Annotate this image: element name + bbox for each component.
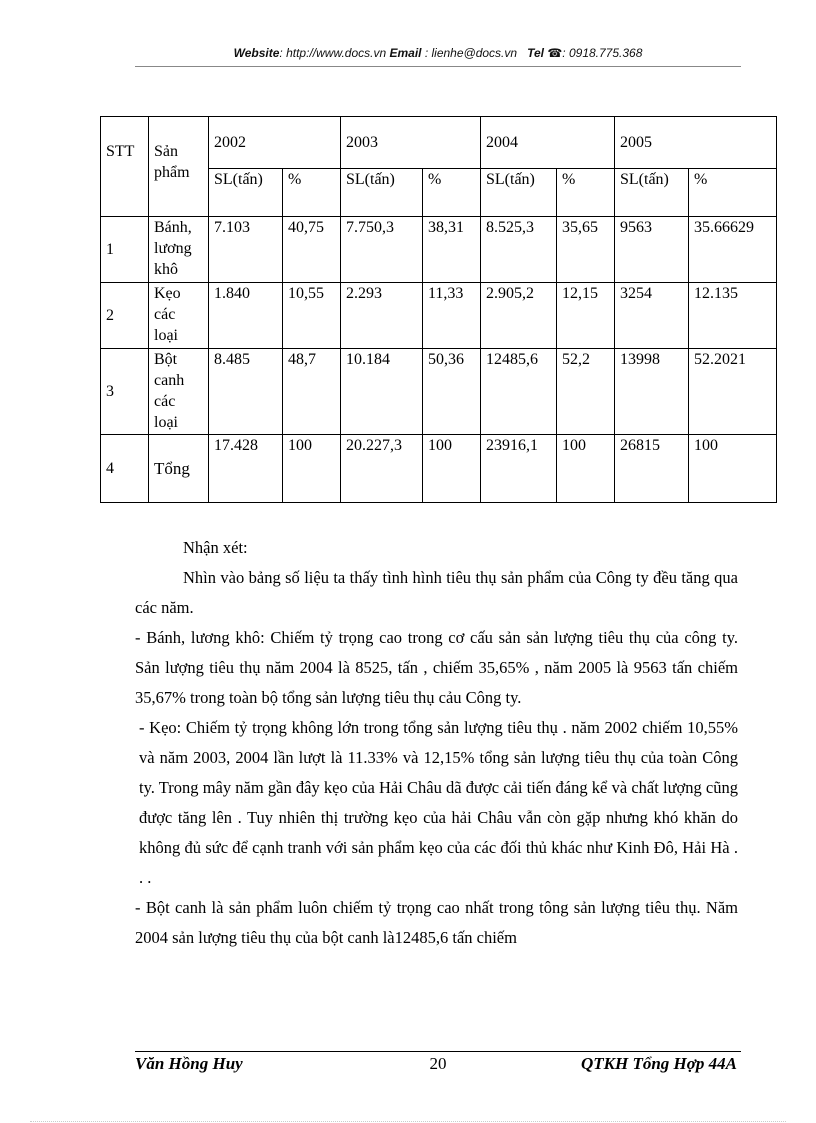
cell: 7.103 <box>209 217 283 283</box>
email-label: Email <box>389 46 422 60</box>
cell: 100 <box>423 435 481 503</box>
header-year-2003: 2003 <box>341 117 481 169</box>
cell: 12,15 <box>557 283 615 349</box>
row-product: Tổng <box>149 435 209 503</box>
sales-table <box>100 116 777 503</box>
paragraph-2: - Bánh, lương khô: Chiếm tỷ trọng cao trong cơ cấu sản sản lượng tiêu thụ của công ty. Sản lượng tiêu thụ năm 2004 là 8525, tấn , chiếm 35,65% , năm 2005 là 9563 tấn chiếm 35,67% trong toàn bộ tổng sản lượng tiêu thụ cảu Công ty. <box>135 628 738 707</box>
page-footer <box>135 1054 741 1078</box>
table-header-row <box>101 117 777 169</box>
cell: 100 <box>557 435 615 503</box>
cell: 7.750,3 <box>341 217 423 283</box>
header-year-2004: 2004 <box>481 117 615 169</box>
sub-pct-2003: % <box>423 169 481 217</box>
row-stt: 2 <box>101 283 149 349</box>
cell: 10.184 <box>341 349 423 435</box>
header-stt: STT <box>101 117 149 217</box>
header-year-2005: 2005 <box>615 117 777 169</box>
page-number: 20 <box>429 1054 447 1073</box>
sub-pct-2004: % <box>557 169 615 217</box>
paragraph-1: Nhìn vào bảng số liệu ta thấy tình hình tiêu thụ sản phẩm của Công ty đều tăng qua các năm. <box>135 568 738 617</box>
table-row <box>101 217 777 283</box>
cell: 52,2 <box>557 349 615 435</box>
row-product: Bột canh các loại <box>149 349 209 435</box>
footer-class: QTKH Tổng Hợp 44A <box>581 1054 737 1073</box>
cell: 52.2021 <box>689 349 777 435</box>
cell: 35,65 <box>557 217 615 283</box>
commentary <box>135 533 738 953</box>
sub-qty-2003: SL(tấn) <box>341 169 423 217</box>
cell: 8.525,3 <box>481 217 557 283</box>
table-row <box>101 435 777 503</box>
email-value: : lienhe@docs.vn <box>421 46 518 60</box>
sub-qty-2005: SL(tấn) <box>615 169 689 217</box>
sub-qty-2002: SL(tấn) <box>209 169 283 217</box>
row-stt: 4 <box>101 435 149 503</box>
cell: 100 <box>283 435 341 503</box>
footer-author: Văn Hồng Huy <box>135 1054 243 1073</box>
cell: 38,31 <box>423 217 481 283</box>
cell: 35.66629 <box>689 217 777 283</box>
cell: 3254 <box>615 283 689 349</box>
cell: 12485,6 <box>481 349 557 435</box>
cell: 10,55 <box>283 283 341 349</box>
cell: 9563 <box>615 217 689 283</box>
cell: 2.293 <box>341 283 423 349</box>
paragraph-4: - Bột canh là sản phẩm luôn chiếm tỷ trọng cao nhất trong tông sản lượng tiêu thụ. Năm 2004 sản lượng tiêu thụ của bột canh là12485,6 tấn chiếm <box>135 898 738 947</box>
header-year-2002: 2002 <box>209 117 341 169</box>
page-bottom-border <box>30 1121 786 1122</box>
table-row <box>101 283 777 349</box>
tel-value: : 0918.775.368 <box>562 46 643 60</box>
sub-pct-2002: % <box>283 169 341 217</box>
website-value: : http://www.docs.vn <box>279 46 387 60</box>
cell: 1.840 <box>209 283 283 349</box>
row-stt: 1 <box>101 217 149 283</box>
row-stt: 3 <box>101 349 149 435</box>
cell: 20.227,3 <box>341 435 423 503</box>
cell: 26815 <box>615 435 689 503</box>
header-product: Sản phẩm <box>149 117 209 217</box>
page-header <box>135 46 741 60</box>
sub-pct-2005: % <box>689 169 777 217</box>
cell: 2.905,2 <box>481 283 557 349</box>
phone-icon: ☎ <box>547 46 563 60</box>
cell: 40,75 <box>283 217 341 283</box>
row-product: Bánh, lương khô <box>149 217 209 283</box>
cell: 12.135 <box>689 283 777 349</box>
table-row <box>101 349 777 435</box>
footer-rule <box>135 1051 741 1052</box>
sub-qty-2004: SL(tấn) <box>481 169 557 217</box>
cell: 48,7 <box>283 349 341 435</box>
tel-label: Tel <box>527 46 544 60</box>
cell: 8.485 <box>209 349 283 435</box>
cell: 23916,1 <box>481 435 557 503</box>
cell: 100 <box>689 435 777 503</box>
paragraph-3: - Kẹo: Chiếm tỷ trọng không lớn trong tổng sản lượng tiêu thụ . năm 2002 chiếm 10,55% và năm 2003, 2004 lần lượt là 11.33% và 12,15% tổng sản lượng tiêu thụ của toàn Công ty. Trong mây năm gần đây kẹo của Hải Châu dã được cải tiến đáng kể và chất lượng cũng được tăng lên . Tuy nhiên thị trường kẹo của hải Châu vẫn còn gặp nhưng khó khăn do không đủ sức để cạnh tranh với sản phẩm kẹo của các đối thủ khác như Kinh Đô, Hải Hà . . . <box>139 718 738 887</box>
website-label: Website <box>233 46 280 60</box>
cell: 50,36 <box>423 349 481 435</box>
cell: 17.428 <box>209 435 283 503</box>
cell: 11,33 <box>423 283 481 349</box>
header-rule <box>135 66 741 67</box>
nhan-xet-heading: Nhận xét: <box>183 538 248 557</box>
row-product: Kẹo các loại <box>149 283 209 349</box>
cell: 13998 <box>615 349 689 435</box>
